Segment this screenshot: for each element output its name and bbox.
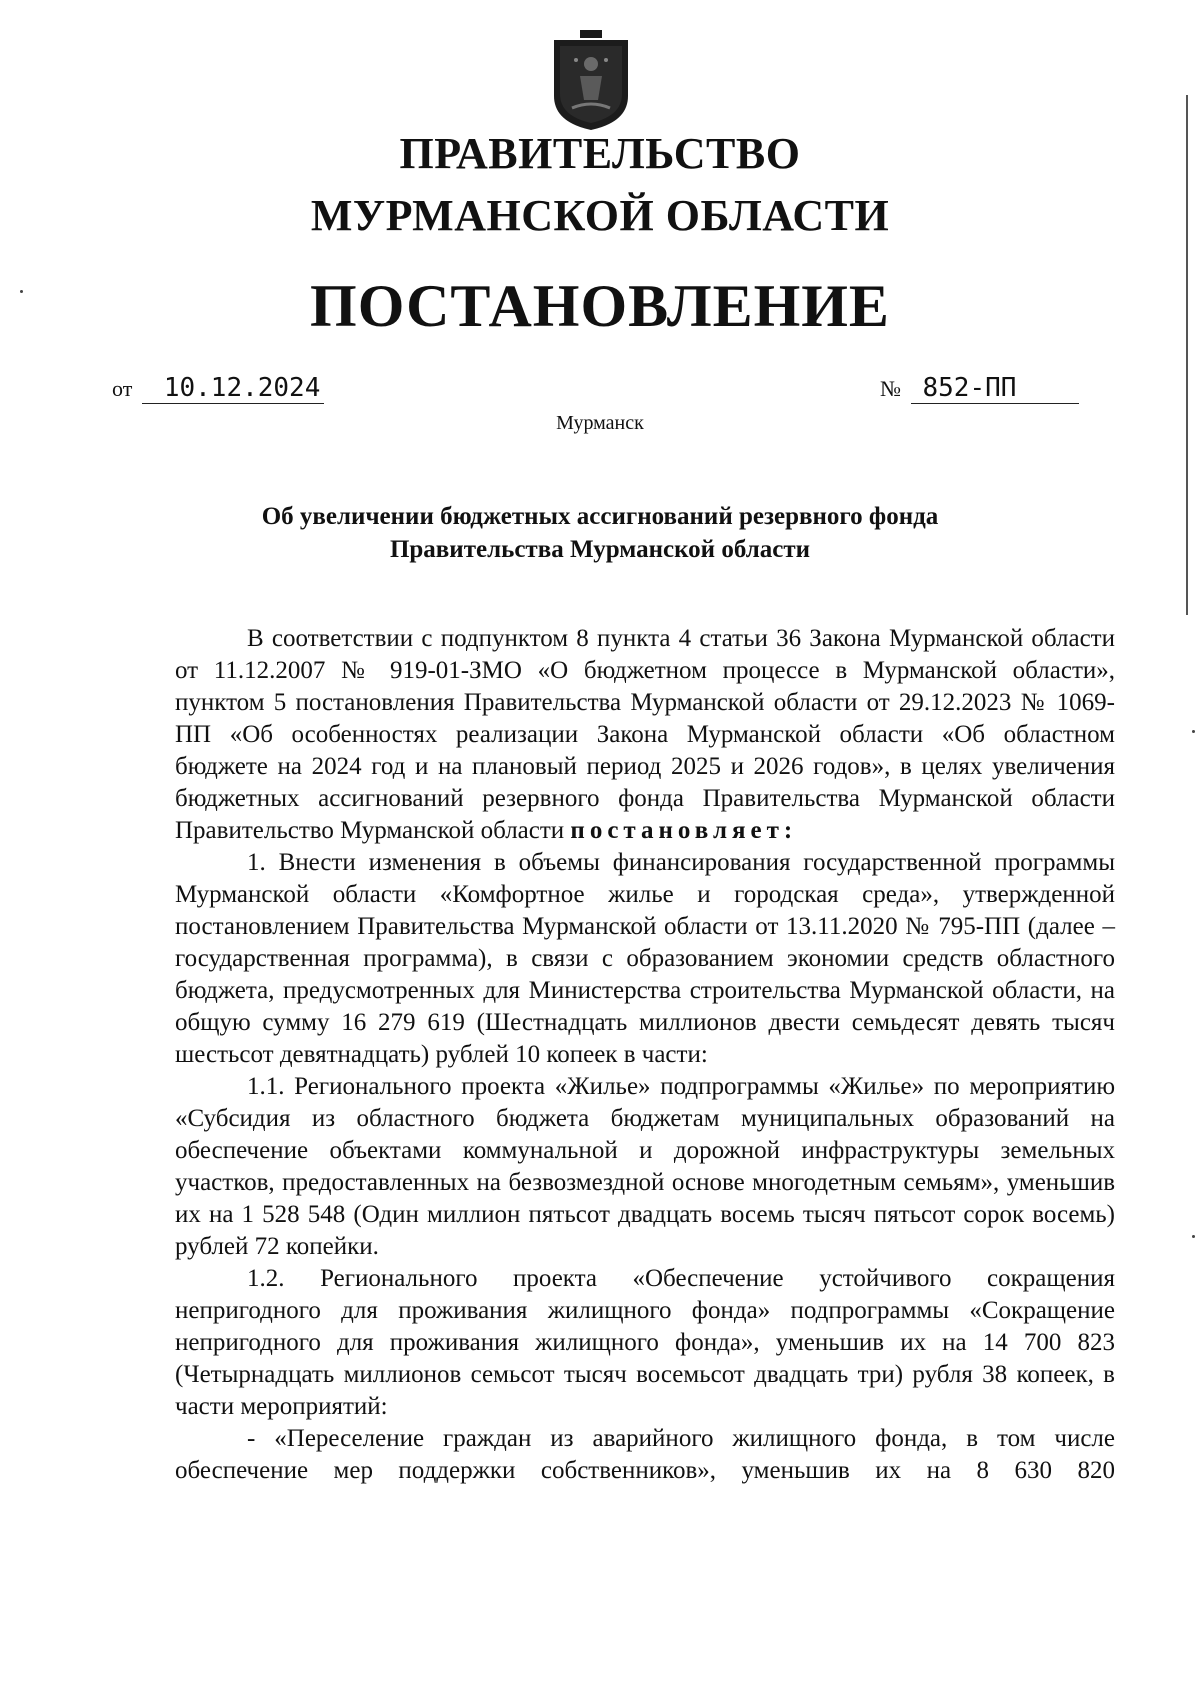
number-block <box>880 373 1079 404</box>
preamble-paragraph <box>175 623 1115 847</box>
item-1-paragraph: 1. Внести изменения в объемы финансирования государственной программы Мурманской области «Комфортное жилье и городская среда», утвержденной постановлением Правительства Мурманской области от 13.11.2020 № 795-ПП (далее – государственная программа), в связи с образованием экономии средств областного бюджета, предусмотренных для Министерства строительства Мурманской области, на общую сумму 16 279 619 (Шестнадцать миллионов двести семьдесят девять тысяч шестьсот девятнадцать) рублей 10 копеек в части: <box>175 849 1115 1068</box>
coat-of-arms-icon <box>550 30 632 130</box>
title-line-1: Об увеличении бюджетных ассигнований резервного фонда <box>261 503 939 530</box>
scan-speck <box>1192 1235 1195 1238</box>
item-1-2-a-paragraph: - «Переселение граждан из аварийного жилищного фонда, в том числе обеспечение мер поддержки собственников», уменьшив их на 8 630 820 <box>175 1425 1115 1484</box>
decree-word: постановляет: <box>570 817 798 844</box>
document-number: 852-ПП <box>911 373 1079 404</box>
preamble-text: В соответствии с подпунктом 8 пункта 4 статьи 36 Закона Мурманской области от 11.12.2007 № 919-01-ЗМО «О бюджетном процессе в Мурманской области», пунктом 5 постановления Правительства Мурманской области от 29.12.2023 № 1069-ПП «Об особенностях реализации Закона Мурманской области «Об областном бюджете на 2024 год и на плановый период 2025 и 2026 годов», в целях увеличения бюджетных ассигнований резервного фонда Правительства Мурманской области Правительство Мурманской области <box>175 625 1115 844</box>
organization-name-line-2: МУРМАНСКОЙ ОБЛАСТИ <box>310 191 890 240</box>
document-title <box>150 500 1050 566</box>
document-body <box>175 623 1115 1487</box>
organization-name-line-1: ПРАВИТЕЛЬСТВО <box>399 129 801 178</box>
city: Мурманск <box>556 412 644 434</box>
scan-edge-line <box>1186 95 1188 615</box>
date-prefix: от <box>112 376 133 401</box>
scan-speck <box>20 290 23 293</box>
number-prefix: № <box>880 376 901 401</box>
scan-speck <box>1192 730 1195 733</box>
document-type: ПОСТАНОВЛЕНИЕ <box>310 273 890 339</box>
date-block <box>112 373 324 404</box>
item-1-1-paragraph: 1.1. Регионального проекта «Жилье» подпрограммы «Жилье» по мероприятию «Субсидия из областного бюджета бюджетам муниципальных образований на обеспечение объектами коммунальной и дорожной инфраструктуры земельных участков, предоставленных на безвозмездной основе многодетным семьям», уменьшив их на 1 528 548 (Один миллион пятьсот двадцать восемь тысяч пятьсот сорок восемь) рублей 72 копейки. <box>175 1073 1115 1260</box>
document-date: 10.12.2024 <box>142 373 324 404</box>
title-line-2: Правительства Мурманской области <box>389 536 811 563</box>
item-1-2-paragraph: 1.2. Регионального проекта «Обеспечение устойчивого сокращения непригодного для проживания жилищного фонда» подпрограммы «Сокращение непригодного для проживания жилищного фонда», уменьшив их на 14 700 823 (Четырнадцать миллионов семьсот тысяч восемьсот двадцать три) рубля 38 копеек, в части мероприятий: <box>175 1265 1115 1420</box>
